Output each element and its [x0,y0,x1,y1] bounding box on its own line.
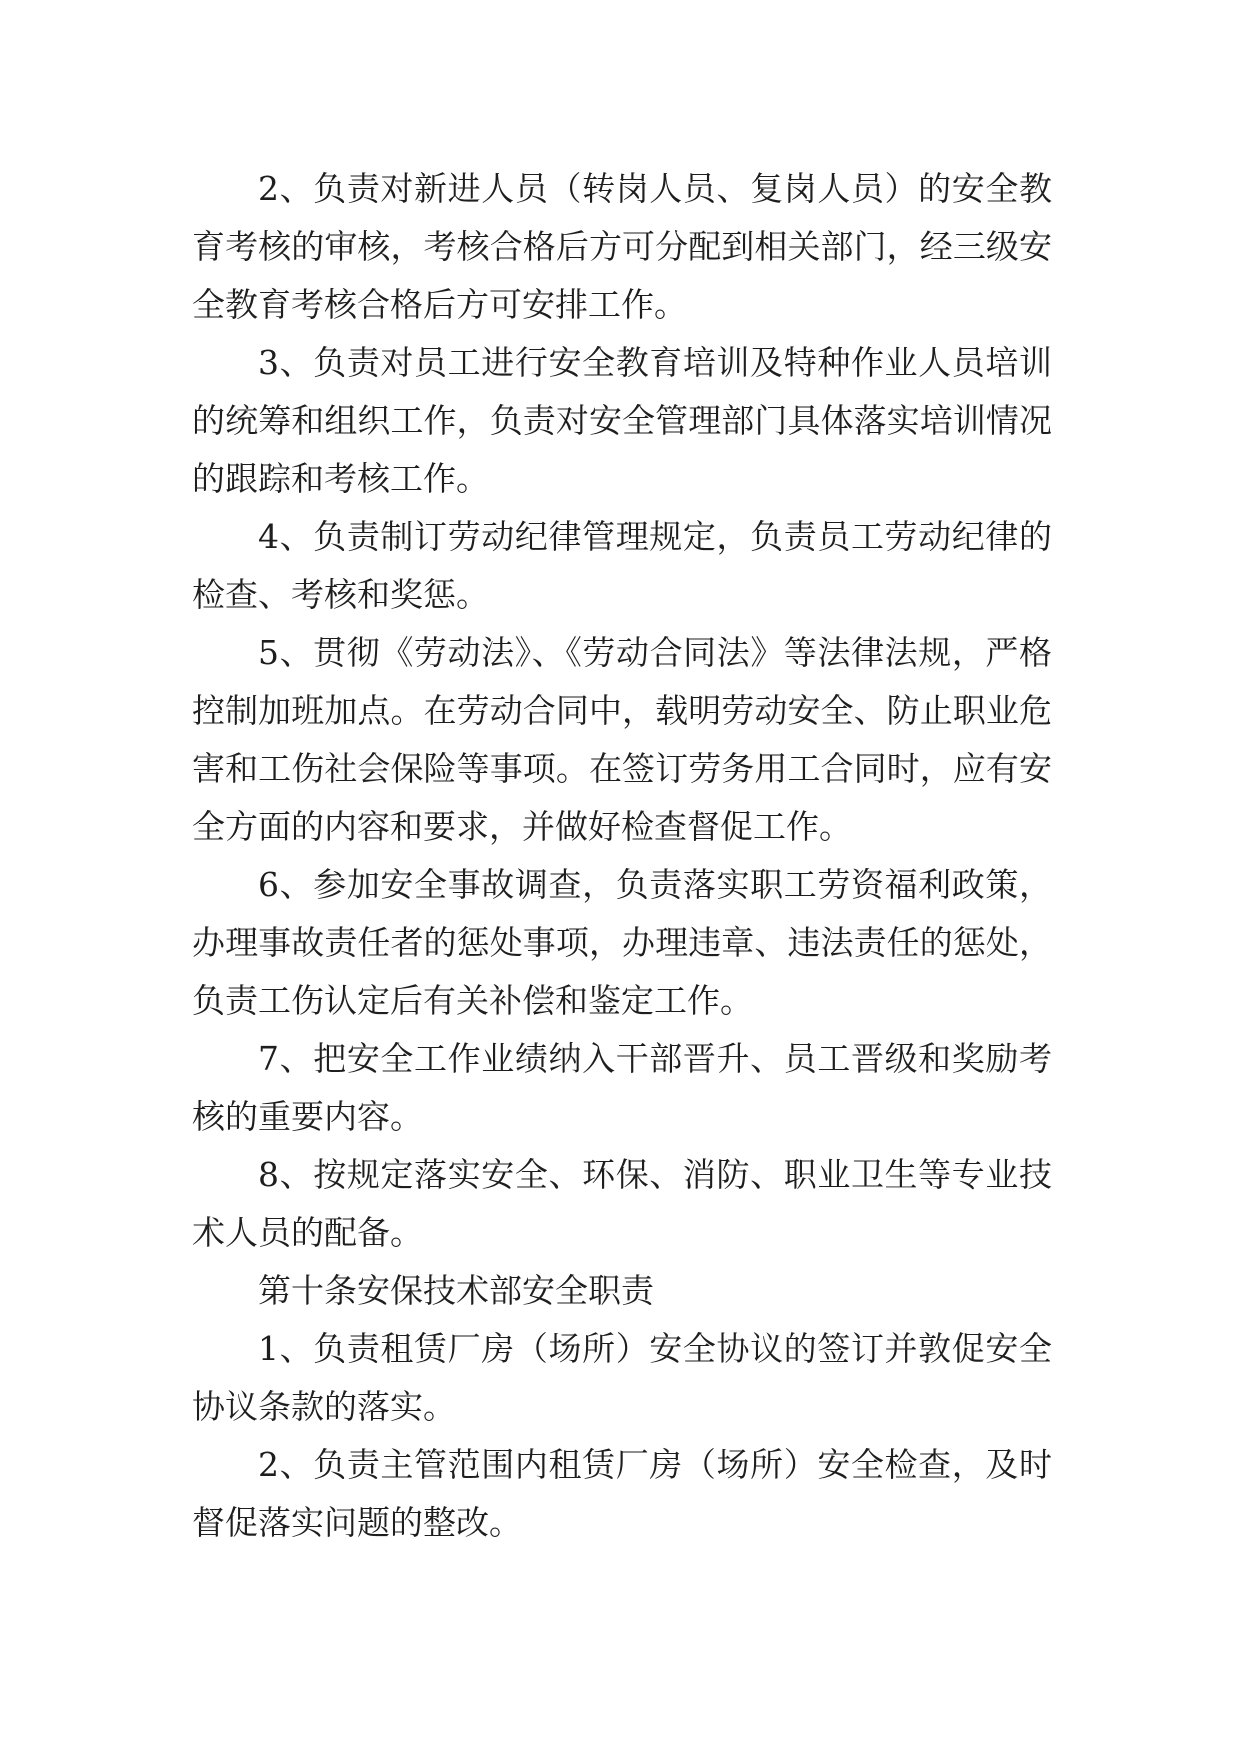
document-body [192,160,1052,1552]
paragraph-item-7-performance: 7、把安全工作业绩纳入干部晋升、员工晋级和奖励考核的重要内容。 [192,1039,1052,1136]
paragraph-item-2-new-staff-education: 2、负责对新进人员（转岗人员、复岗人员）的安全教育考核的审核，考核合格后方可分配到相关部门，经三级安全教育考核合格后方可安排工作。 [192,169,1052,324]
paragraph-item-4-labor-discipline: 4、负责制订劳动纪律管理规定，负责员工劳动纪律的检查、考核和奖惩。 [192,517,1052,614]
paragraph-item-3-training: 3、负责对员工进行安全教育培训及特种作业人员培训的统筹和组织工作，负责对安全管理部门具体落实培训情况的跟踪和考核工作。 [192,343,1052,498]
paragraph-item-6-accident-investigation: 6、参加安全事故调查，负责落实职工劳资福利政策，办理事故责任者的惩处事项，办理违章、违法责任的惩处，负责工伤认定后有关补偿和鉴定工作。 [192,865,1052,1020]
paragraph-item-8-staffing: 8、按规定落实安全、环保、消防、职业卫生等专业技术人员的配备。 [192,1155,1052,1252]
paragraph-item-5-labor-law: 5、贯彻《劳动法》、《劳动合同法》等法律法规，严格控制加班加点。在劳动合同中，载明劳动安全、防止职业危害和工伤社会保险等事项。在签订劳务用工合同时，应有安全方面的内容和要求，并做好检查督促工作。 [192,633,1052,846]
paragraph-item-1-lease-agreement: 1、负责租赁厂房（场所）安全协议的签订并敦促安全协议条款的落实。 [192,1329,1052,1426]
section-heading-article-10: 第十条安保技术部安全职责 [258,1271,654,1310]
paragraph-item-2-safety-inspection: 2、负责主管范围内租赁厂房（场所）安全检查，及时督促落实问题的整改。 [192,1445,1052,1542]
